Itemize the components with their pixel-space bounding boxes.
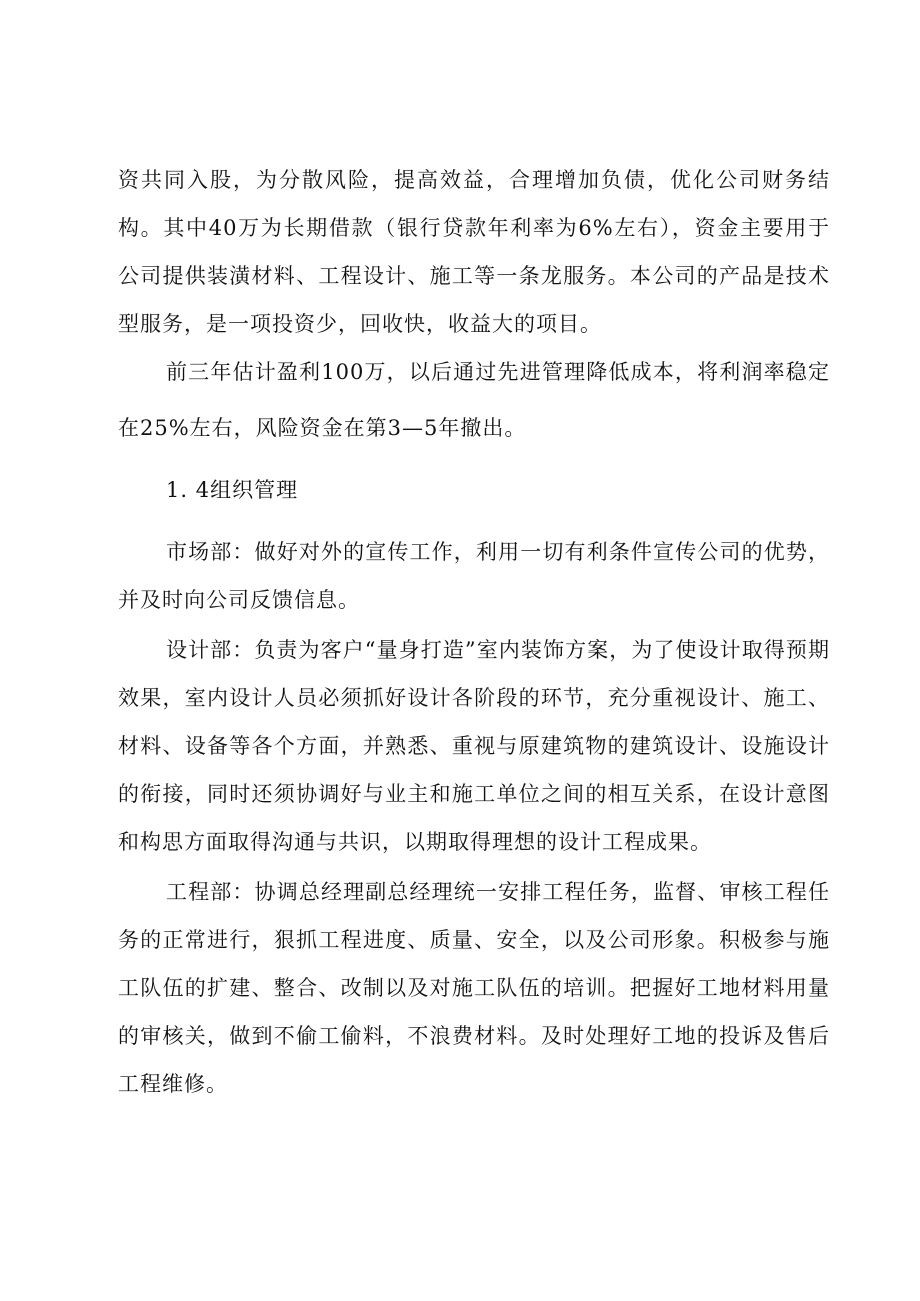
paragraph-profit-forecast: 前三年估计盈利100万，以后通过先进管理降低成本，将利润率稳定在25%左右，风险资金在第3—5年撤出。 [118,360,830,440]
section-heading: 1. 4组织管理 [166,478,299,502]
paragraph-engineering-department: 工程部：协调总经理副总经理统一安排工程任务，监督、审核工程任务的正常进行，狠抓工程进度、质量、安全，以及公司形象。积极参与施工队伍的扩建、整合、改制以及对施工队伍的培训。把握好工地材料用量的审核关，做到不偷工偷料，不浪费材料。及时处理好工地的投诉及售后工程维修。 [118,880,830,1096]
paragraph-design-department: 设计部：负责为客户“量身打造”室内装饰方案，为了使设计取得预期效果，室内设计人员必须抓好设计各阶段的环节，充分重视设计、施工、材料、设备等各个方面，并熟悉、重视与原建筑物的建筑设计、设施设计的衔接，同时还须协调好与业主和施工单位之间的相互关系，在设计意图和构思方面取得沟通与共识，以期取得理想的设计工程成果。 [118,638,830,854]
document-body [118,156,830,1108]
paragraph-funding: 资共同入股，为分散风险，提高效益，合理增加负债，优化公司财务结构。其中40万为长期借款（银行贷款年利率为6%左右），资金主要用于公司提供装潢材料、工程设计、施工等一条龙服务。本公司的产品是技术型服务，是一项投资少，回收快，收益大的项目。 [118,168,830,336]
paragraph-marketing-department: 市场部：做好对外的宣传工作，利用一切有利条件宣传公司的优势，并及时向公司反馈信息。 [118,540,830,612]
